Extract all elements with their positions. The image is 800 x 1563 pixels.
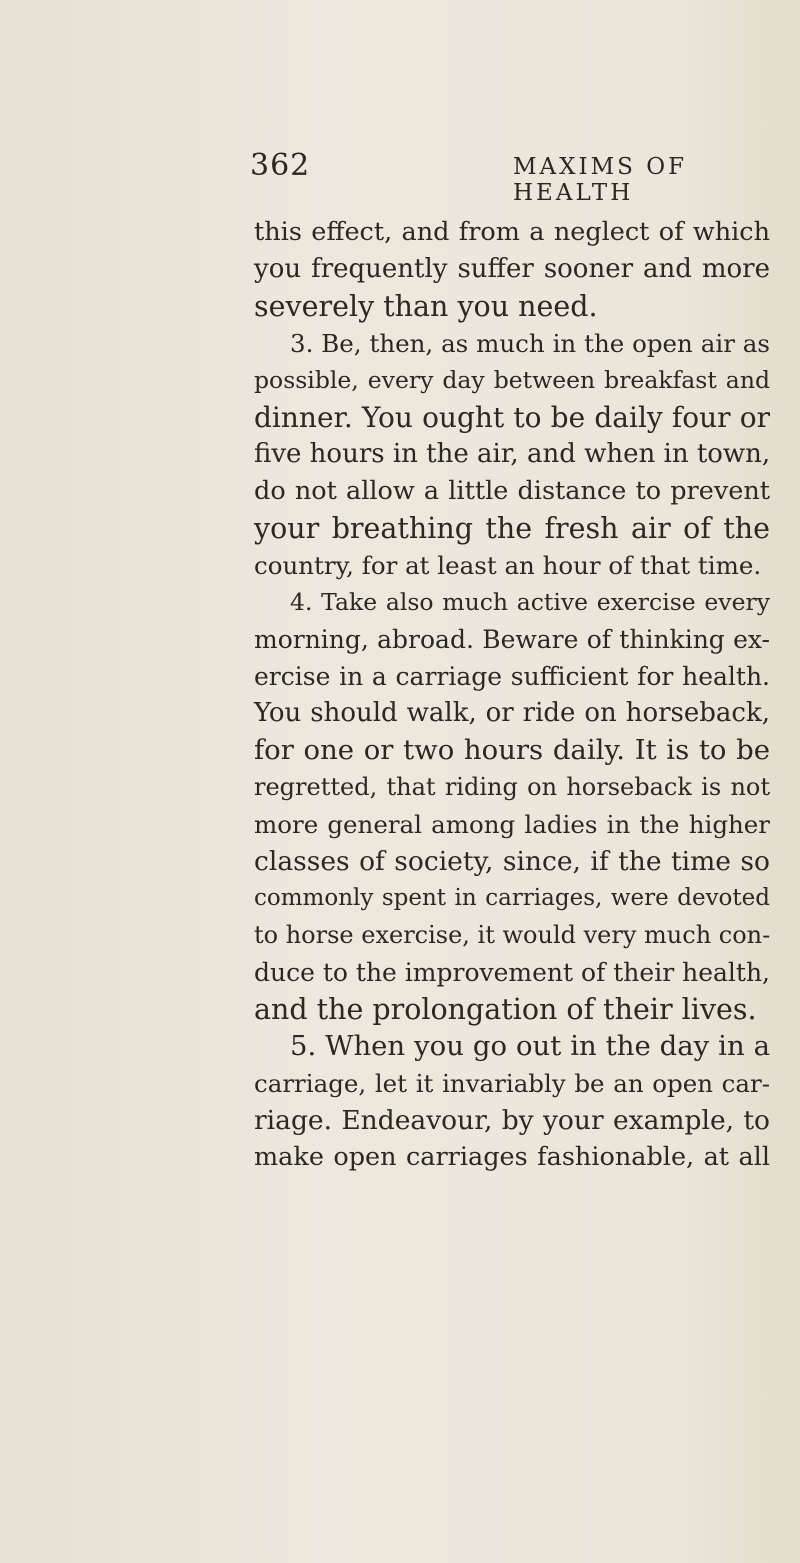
running-head: MAXIMS OF HEALTH bbox=[513, 154, 688, 206]
text-line: more general among ladies in the higher bbox=[254, 810, 770, 839]
text-line: you frequently suffer sooner and more bbox=[254, 254, 770, 284]
text-line: regretted, that riding on horseback is not bbox=[254, 773, 770, 801]
text-line: and the prolongation of their lives. bbox=[254, 993, 757, 1026]
text-line: You should walk, or ride on horseback, bbox=[254, 698, 770, 728]
text-line: 3. Be, then, as much in the open air as bbox=[290, 329, 770, 358]
text-line: five hours in the air, and when in town, bbox=[254, 439, 771, 469]
text-line: your breathing the fresh air of the bbox=[254, 512, 770, 545]
text-line: severely than you need. bbox=[254, 290, 598, 323]
text-line: for one or two hours daily. It is to be bbox=[254, 734, 770, 766]
text-line: classes of society, since, if the time so bbox=[254, 846, 770, 877]
text-line: riage. Endeavour, by your example, to bbox=[254, 1105, 770, 1136]
body-text bbox=[254, 214, 770, 1176]
text-line: dinner. You ought to be daily four or bbox=[254, 401, 770, 434]
text-line: possible, every day between breakfast and bbox=[254, 366, 770, 394]
text-line: 4. Take also much active exercise every bbox=[290, 588, 770, 616]
text-line: make open carriages fashionable, at all bbox=[254, 1142, 770, 1172]
text-line: 5. When you go out in the day in a bbox=[290, 1030, 770, 1062]
text-line: do not allow a little distance to prevent bbox=[254, 476, 770, 506]
text-line: morning, abroad. Beware of thinking ex- bbox=[254, 625, 770, 654]
text-line: to horse exercise, it would very much con- bbox=[254, 921, 771, 949]
text-line: duce to the improvement of their health, bbox=[254, 958, 770, 987]
text-line: ercise in a carriage sufficient for health. bbox=[254, 662, 770, 691]
text-line: country, for at least an hour of that time. bbox=[254, 551, 762, 580]
text-line: this effect, and from a neglect of which bbox=[254, 217, 770, 247]
page-number: 362 bbox=[250, 148, 311, 183]
page-header bbox=[250, 140, 770, 206]
text-line: carriage, let it invariably be an open car- bbox=[254, 1069, 770, 1098]
text-line: commonly spent in carriages, were devoted bbox=[254, 885, 770, 911]
